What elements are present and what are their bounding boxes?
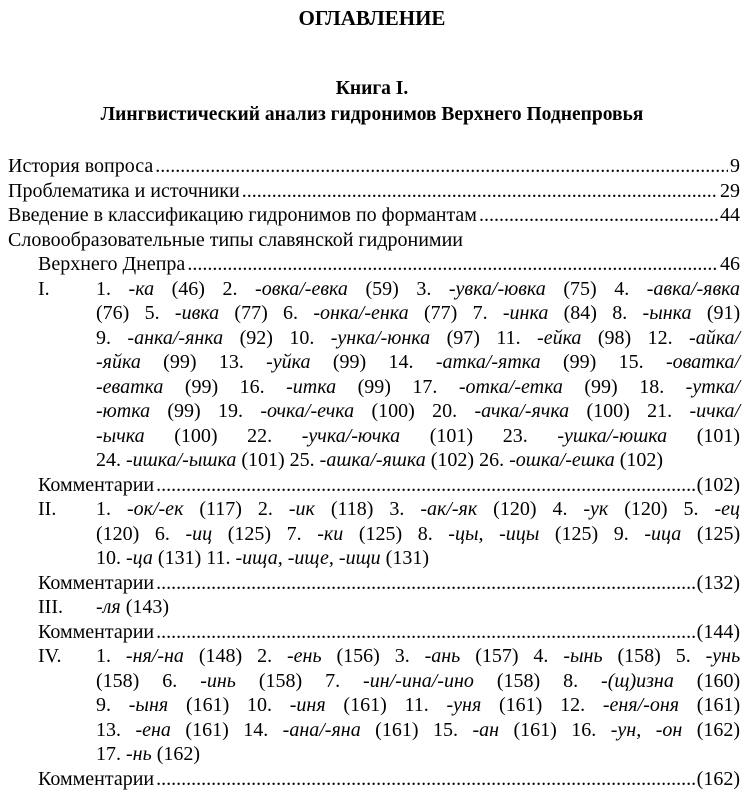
suffix-line: 1. -ок/-ек (117) 2. -ик (118) 3. -ак/-як (120) 4. -ук (120) 5. -ец [96, 498, 741, 520]
table-of-contents [8, 154, 740, 791]
group-suffix-list [96, 277, 740, 473]
leader-dots [156, 767, 695, 792]
comments-label: Комментарии [38, 620, 155, 643]
leader-dots [242, 179, 718, 204]
toc-entry[interactable] [8, 203, 740, 228]
toc-entry-text: Проблематика и источники [8, 179, 240, 202]
group-suffix-list [96, 644, 740, 767]
toc-entry[interactable] [8, 179, 740, 204]
group-suffix-list [96, 497, 740, 571]
suffix-line: 9. -анка/-янка (92) 10. -унка/-юнка (97) 11. -ейка (98) 12. -айка/ [96, 326, 741, 349]
suffix-line: 24. -ишка/-ышка (101) 25. -ашка/-яшка (102) 26. -ошка/-ешка (102) [96, 449, 664, 471]
toc-entry-text: Словообразовательные типы славянской гидронимии [8, 228, 463, 251]
suffix-line: 9. -ыня (161) 10. -иня (161) 11. -уня (161) 12. -еня/-оня (161) [96, 694, 741, 716]
book-title: Лингвистический анализ гидронимов Верхнего Поднепровья [100, 104, 644, 125]
suffix-line: 1. -ня/-на (148) 2. -ень (156) 3. -ань (157) 4. -ынь (158) 5. -унь [96, 645, 741, 667]
comments-page: (102) [696, 473, 740, 496]
suffix-line: -еватка (99) 16. -итка (99) 17. -отка/-етка (99) 18. -утка/ [96, 375, 741, 398]
leader-dots [156, 620, 695, 645]
suffix-line: -ютка (99) 19. -очка/-ечка (100) 20. -ачка/-ячка (100) 21. -ичка/ [96, 400, 741, 422]
suffix-line: (158) 6. -инь (158) 7. -ин/-ина/-ино (158) 8. -(щ)изна (160) [96, 669, 741, 692]
leader-dots [187, 252, 718, 277]
group-number: II. [38, 498, 57, 520]
leader-dots [156, 571, 695, 596]
comments-entry[interactable] [8, 767, 740, 792]
suffix-line: -ычка (100) 22. -учка/-ючка (101) 23. -ушка/-юшка (101) [96, 424, 741, 447]
page-title: ОГЛАВЛЕНИЕ [298, 6, 446, 30]
suffix-line: (76) 5. -ивка (77) 6. -онка/-енка (77) 7. -инка (84) 8. -ынка (91) [96, 302, 741, 324]
suffix-groups [8, 277, 740, 792]
suffix-line: 17. -нь (162) [96, 743, 201, 765]
toc-entry-page: 46 [720, 253, 740, 275]
group-suffix-list [96, 595, 740, 620]
comments-entry[interactable] [8, 571, 740, 596]
toc-entry [8, 228, 740, 253]
group-number: IV. [38, 645, 62, 667]
suffix-line: -ля (143) [96, 596, 170, 618]
comments-page: (162) [696, 767, 740, 790]
comments-label: Комментарии [38, 767, 155, 790]
suffix-group [8, 277, 740, 473]
toc-entry-page: 29 [720, 179, 740, 202]
suffix-line: 13. -ена (161) 14. -ана/-яна (161) 15. -ан (161) 16. -ун, -он (162) [96, 718, 741, 741]
toc-entry-text: Введение в классификацию гидронимов по формантам [8, 204, 477, 226]
toc-entry-text: Верхнего Днепра [38, 253, 186, 275]
book-label: Книга I. [335, 78, 409, 99]
comments-page: (144) [696, 620, 740, 643]
suffix-group [8, 644, 740, 767]
group-number: I. [38, 277, 50, 300]
group-number: III. [38, 596, 63, 618]
suffix-line: (120) 6. -иц (125) 7. -ки (125) 8. -цы, -ицы (125) 9. -ица (125) [96, 522, 741, 545]
toc-entry[interactable] [8, 154, 740, 179]
leader-dots [156, 473, 695, 498]
toc-entry-page: 9 [730, 155, 740, 177]
toc-entry[interactable] [8, 252, 740, 277]
comments-label: Комментарии [38, 571, 155, 594]
leader-dots [479, 203, 718, 228]
toc-entry-page: 44 [720, 204, 740, 226]
suffix-group [8, 497, 740, 571]
toc-entry-text: История вопроса [8, 155, 154, 177]
comments-entry[interactable] [8, 620, 740, 645]
suffix-line: 1. -ка (46) 2. -овка/-евка (59) 3. -увка/-ювка (75) 4. -авка/-явка [96, 277, 741, 300]
comments-label: Комментарии [38, 473, 155, 496]
suffix-line: 10. -ца (131) 11. -ища, -ище, -ищи (131) [96, 547, 429, 569]
suffix-group [8, 595, 740, 620]
comments-page: (132) [696, 571, 740, 594]
book-heading [0, 76, 744, 128]
comments-entry[interactable] [8, 473, 740, 498]
leader-dots [155, 154, 728, 179]
suffix-line: -яйка (99) 13. -уйка (99) 14. -атка/-ятка (99) 15. -оватка/ [96, 351, 741, 373]
